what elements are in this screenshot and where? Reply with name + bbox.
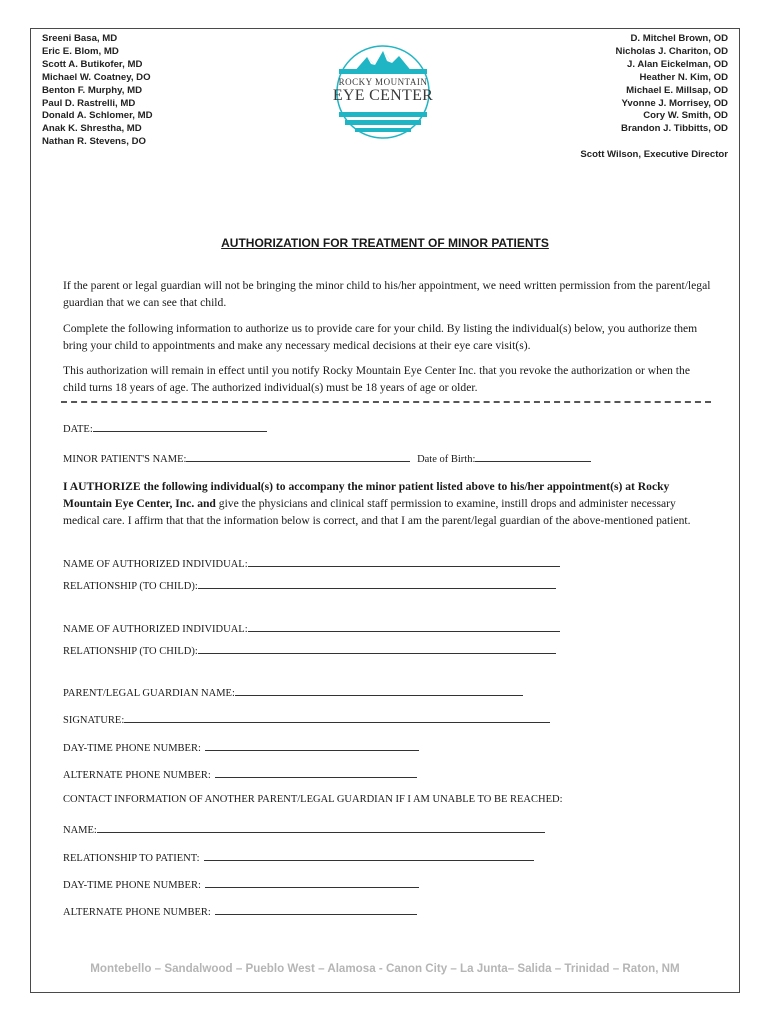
day-phone-label: DAY-TIME PHONE NUMBER: [63, 743, 201, 754]
relationship-1-line[interactable] [198, 578, 556, 589]
auth-name-1-field[interactable] [63, 556, 560, 570]
logo-line-1: ROCKY MOUNTAIN [338, 77, 428, 87]
logo-line-2: EYE CENTER [332, 87, 434, 104]
relationship-2-line[interactable] [198, 643, 556, 654]
date-label: DATE: [63, 424, 93, 435]
alt-phone-line[interactable] [215, 767, 417, 778]
physician-name: Sreeni Basa, MD [42, 33, 118, 44]
dob-line[interactable] [475, 451, 591, 462]
contact-day-phone-field[interactable] [63, 877, 419, 891]
auth-name-2-line[interactable] [248, 621, 560, 632]
physician-name: Donald A. Schlomer, MD [42, 110, 153, 122]
minor-name-field[interactable] [63, 451, 591, 465]
relationship-patient-field[interactable] [63, 850, 534, 864]
physician-name: Michael W. Coatney, DO [42, 71, 151, 83]
clinic-logo [331, 43, 435, 141]
optometrist-name: Nicholas J. Chariton, OD [615, 45, 728, 57]
authorization-rest: give the physicians and clinical staff permission to examine, instill drops and administer necessary medical care. I affirm that that the information below is correct, and that I am the parent/legal guardian of the above-mentioned patient. [63, 497, 691, 527]
contact-day-phone-line[interactable] [205, 877, 419, 888]
guardian-name-line[interactable] [235, 685, 523, 696]
relationship-1-field[interactable] [63, 578, 556, 592]
day-phone-field[interactable] [63, 740, 419, 754]
executive-director: Scott Wilson, Executive Director [580, 149, 728, 160]
auth-name-1-line[interactable] [248, 556, 560, 567]
optometrist-name: J. Alan Eickelman, OD [627, 58, 728, 70]
physician-name: Benton F. Murphy, MD [42, 84, 143, 96]
relationship-1-label: RELATIONSHIP (TO CHILD): [63, 581, 198, 592]
form-title: AUTHORIZATION FOR TREATMENT OF MINOR PATIENTS [221, 236, 549, 250]
day-phone-line[interactable] [205, 740, 419, 751]
validity-paragraph: This authorization will remain in effect until you notify Rocky Mountain Eye Center Inc. that you revoke the authorization or when the child turns 18 years of age. The authorized individual(s) must be 18 years of age or older. [63, 364, 690, 395]
left-physician-list [42, 33, 153, 149]
signature-label: SIGNATURE: [63, 715, 125, 726]
divider [61, 401, 711, 403]
contact-alt-phone-line[interactable] [215, 904, 417, 915]
relationship-patient-line[interactable] [204, 850, 534, 861]
auth-name-2-label: NAME OF AUTHORIZED INDIVIDUAL: [63, 624, 248, 635]
right-optometrist-list [616, 33, 728, 136]
guardian-name-field[interactable] [63, 685, 523, 699]
contact-name-line[interactable] [97, 822, 545, 833]
signature-field[interactable] [63, 712, 550, 726]
optometrist-name: Yvonne J. Morrisey, OD [621, 97, 728, 109]
authorization-bold: I AUTHORIZE the following individual(s) to accompany the minor patient listed above to his/her appointment(s) at Rocky Mountain Eye Center, Inc. and [63, 480, 670, 510]
contact-alt-phone-field[interactable] [63, 904, 417, 918]
date-line[interactable] [93, 421, 267, 432]
optometrist-name: Heather N. Kim, OD [639, 71, 728, 83]
intro-paragraph: If the parent or legal guardian will not be bringing the minor child to his/her appointment, we need written permission from the parent/legal guardian that we can see that child. [63, 279, 711, 310]
optometrist-name: Brandon J. Tibbitts, OD [621, 123, 728, 135]
date-field[interactable] [63, 421, 267, 435]
physician-name: Nathan R. Stevens, DO [42, 136, 146, 148]
alt-phone-field[interactable] [63, 767, 417, 781]
contact-heading: CONTACT INFORMATION OF ANOTHER PARENT/LEGAL GUARDIAN IF I AM UNABLE TO BE REACHED: [63, 794, 563, 805]
optometrist-name: D. Mitchel Brown, OD [630, 33, 728, 44]
contact-name-label: NAME: [63, 825, 97, 836]
optometrist-name: Cory W. Smith, OD [643, 110, 728, 122]
physician-name: Eric E. Blom, MD [42, 45, 119, 57]
instructions-paragraph: Complete the following information to authorize us to provide care for your child. By listing the individual(s) below, you authorize them bring your child to appointments and make any necessary medical decisions at their eye care visit(s). [63, 322, 698, 353]
document-page [30, 28, 740, 993]
relationship-patient-label: RELATIONSHIP TO PATIENT: [63, 853, 200, 864]
auth-name-2-field[interactable] [63, 621, 560, 635]
optometrist-name: Michael E. Millsap, OD [626, 84, 728, 96]
relationship-2-label: RELATIONSHIP (TO CHILD): [63, 646, 198, 657]
authorization-statement [63, 478, 713, 529]
contact-day-phone-label: DAY-TIME PHONE NUMBER: [63, 880, 201, 891]
physician-name: Anak K. Shrestha, MD [42, 123, 142, 135]
minor-name-line[interactable] [186, 451, 410, 462]
guardian-name-label: PARENT/LEGAL GUARDIAN NAME: [63, 688, 235, 699]
signature-line[interactable] [124, 712, 550, 723]
locations-footer: Montebello – Sandalwood – Pueblo West – Alamosa - Canon City – La Junta– Salida – Trinidad – Raton, NM [90, 962, 680, 975]
physician-name: Scott A. Butikofer, MD [42, 58, 143, 70]
minor-name-label: MINOR PATIENT'S NAME: [63, 454, 187, 465]
contact-name-field[interactable] [63, 822, 545, 836]
contact-alt-phone-label: ALTERNATE PHONE NUMBER: [63, 907, 211, 918]
auth-name-1-label: NAME OF AUTHORIZED INDIVIDUAL: [63, 559, 248, 570]
dob-label: Date of Birth: [417, 454, 476, 465]
physician-name: Paul D. Rastrelli, MD [42, 97, 136, 109]
alt-phone-label: ALTERNATE PHONE NUMBER: [63, 770, 211, 781]
relationship-2-field[interactable] [63, 643, 556, 657]
